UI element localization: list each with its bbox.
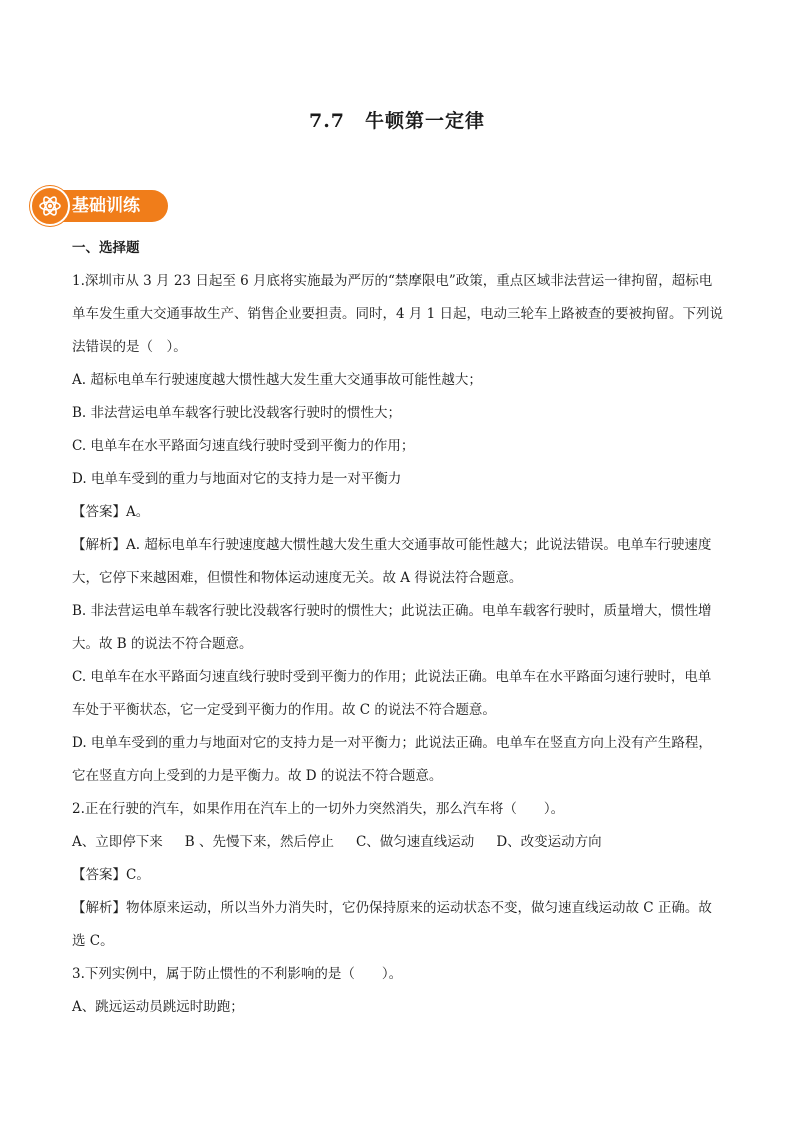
question-2-option-a: A、立即停下来 (72, 834, 163, 850)
banner-label: 基础训练 (72, 196, 140, 216)
question-1-analysis-b: B. 非法营运电单车载客行驶比没载客行驶时的惯性大；此说法正确。电单车载客行驶时，质量增大，惯性增大。故 B 的说法不符合题意。 (72, 603, 712, 652)
question-2-answer: 【答案】C。 (72, 867, 150, 883)
question-2-analysis: 【解析】物体原来运动，所以当外力消失时，它仍保持原来的运动状态不变，做匀速直线运动故 C 正确。故选 C。 (72, 900, 712, 949)
question-1-option-b: B. 非法营运电单车载客行驶比没载客行驶时的惯性大； (72, 405, 402, 421)
question-1-option-d: D. 电单车受到的重力与地面对它的支持力是一对平衡力 (72, 471, 402, 487)
section-heading: 一、选择题 (72, 240, 140, 256)
question-1-stem: 1.深圳市从 3 月 23 日起至 6 月底将实施最为严厉的“禁摩限电”政策，重点区域非法营运一律拘留，超标电单车发生重大交通事故生产、销售企业要担责。同时，4 月 1 日起，电动三轮车上路被查的要被拘留。下列说法错误的是（ ）。 (72, 273, 724, 355)
question-3-stem: 3.下列实例中，属于防止惯性的不利影响的是（ ）。 (72, 966, 403, 982)
question-2-option-b: B 、先慢下来，然后停止 (184, 834, 334, 850)
page-title: 7.7 牛顿第一定律 (308, 110, 486, 132)
question-1-analysis-c: C. 电单车在水平路面匀速直线行驶时受到平衡力的作用；此说法正确。电单车在水平路面匀速行驶时，电单车处于平衡状态，它一定受到平衡力的作用。故 C 的说法不符合题意。 (72, 669, 712, 718)
question-1-option-c: C. 电单车在水平路面匀速直线行驶时受到平衡力的作用； (72, 438, 415, 454)
document-body (72, 232, 724, 1024)
question-3-option-a: A、跳远运动员跳远时助跑； (72, 999, 244, 1015)
question-2-options (72, 826, 724, 859)
question-1-analysis-a: 【解析】A. 超标电单车行驶速度越大惯性越大发生重大交通事故可能性越大；此说法错误。电单车行驶速度大，它停下来越困难，但惯性和物体运动速度无关。故 A 得说法符合题意。 (72, 537, 712, 586)
atom-icon (30, 186, 70, 226)
question-1-analysis-d: D. 电单车受到的重力与地面对它的支持力是一对平衡力；此说法正确。电单车在竖直方向上没有产生路程，它在竖直方向上受到的力是平衡力。故 D 的说法不符合题意。 (72, 735, 712, 784)
question-2-stem: 2.正在行驶的汽车，如果作用在汽车上的一切外力突然消失，那么汽车将（ ）。 (72, 801, 565, 817)
section-banner (30, 186, 170, 226)
question-2-option-d: D、改变运动方向 (496, 834, 602, 850)
question-1-answer: 【答案】A。 (72, 504, 150, 520)
question-1-option-a: A. 超标电单车行驶速度越大惯性越大发生重大交通事故可能性越大； (72, 372, 482, 388)
question-2-option-c: C、做匀速直线运动 (355, 834, 475, 850)
